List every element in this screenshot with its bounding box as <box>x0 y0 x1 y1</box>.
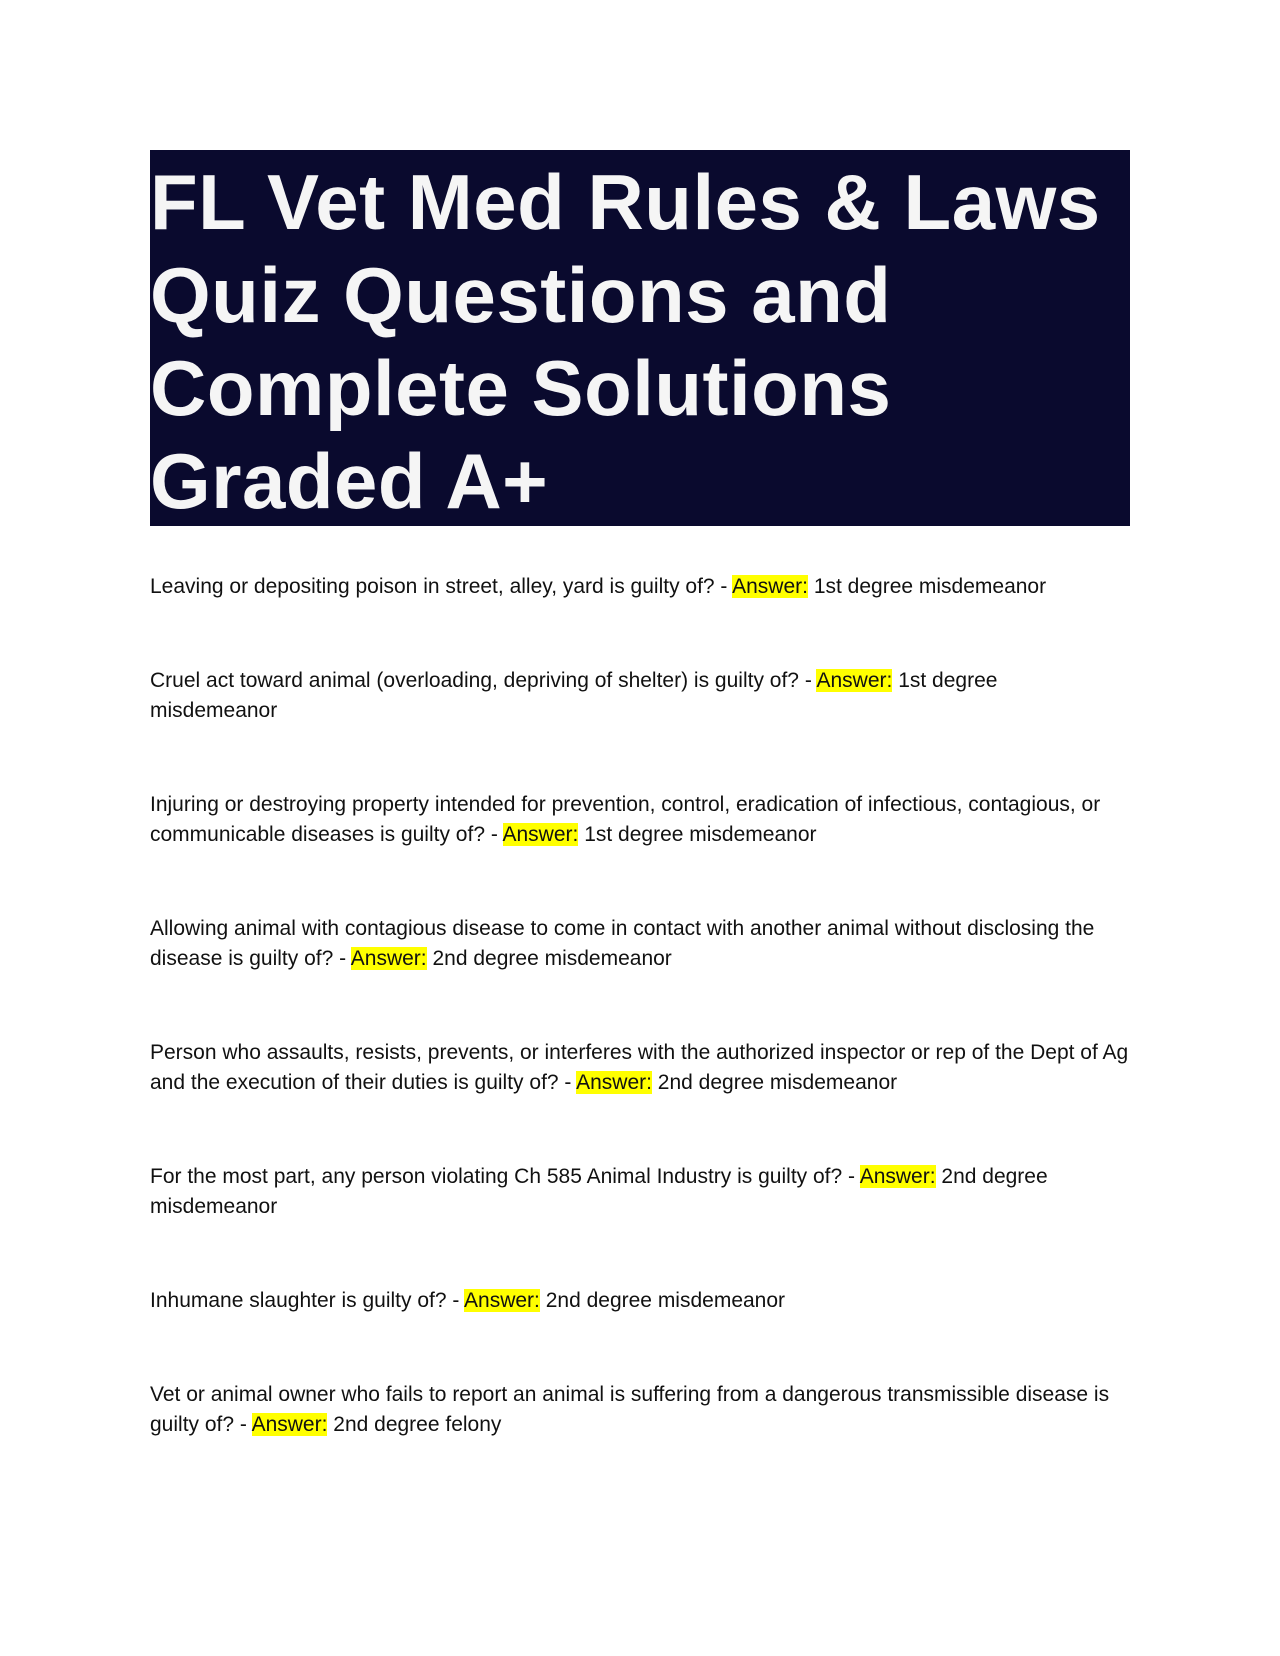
answer-label: Answer: <box>816 669 893 692</box>
question-text: Leaving or depositing poison in street, alley, yard is guilty of? - <box>150 575 733 598</box>
answer-text: 2nd degree felony <box>333 1413 502 1436</box>
question-text: Vet or animal owner who fails to report an animal is suffering from a dangerous transmissible disease is guilty of? - <box>150 1383 1110 1436</box>
document-page <box>150 150 1130 1440</box>
qa-item <box>150 572 1130 602</box>
answer-label: Answer: <box>732 575 808 598</box>
answer-text: 1st degree misdemeanor <box>813 575 1047 598</box>
question-text: Injuring or destroying property intended for prevention, control, eradication of infectious, contagious, or communicable diseases is guilty of? - <box>150 793 1101 846</box>
qa-item <box>150 790 1130 850</box>
question-text: Allowing animal with contagious disease to come in contact with another animal without disclosing the disease is guilty of? - <box>150 917 1095 970</box>
answer-text: 2nd degree misdemeanor <box>545 1289 786 1312</box>
answer-text: 2nd degree misdemeanor <box>432 947 672 970</box>
answer-label: Answer: <box>576 1071 652 1094</box>
qa-item <box>150 1286 1130 1316</box>
question-text: For the most part, any person violating Ch 585 Animal Industry is guilty of? - <box>150 1165 860 1188</box>
answer-text: 1st degree misdemeanor <box>150 669 998 722</box>
qa-item <box>150 1162 1130 1222</box>
answer-text: 2nd degree misdemeanor <box>657 1071 898 1094</box>
question-text: Cruel act toward animal (overloading, depriving of shelter) is guilty of? - <box>150 669 817 692</box>
answer-label: Answer: <box>859 1165 936 1188</box>
answer-label: Answer: <box>502 823 579 846</box>
title-banner <box>150 150 1130 526</box>
question-text: Inhumane slaughter is guilty of? - <box>150 1289 465 1312</box>
answer-label: Answer: <box>350 947 427 970</box>
qa-list <box>150 572 1130 1440</box>
qa-item <box>150 1380 1130 1440</box>
answer-label: Answer: <box>251 1413 328 1436</box>
document-title: FL Vet Med Rules & Laws Quiz Questions and Complete Solutions Graded A+ <box>150 158 1101 525</box>
qa-item <box>150 666 1130 726</box>
answer-text: 1st degree misdemeanor <box>584 823 817 846</box>
answer-label: Answer: <box>464 1289 540 1312</box>
answer-text: 2nd degree misdemeanor <box>150 1165 1048 1218</box>
qa-item <box>150 914 1130 974</box>
question-text: Person who assaults, resists, prevents, or interferes with the authorized inspector or rep of the Dept of Ag and the execution of their duties is guilty of? - <box>150 1041 1129 1094</box>
qa-item <box>150 1038 1130 1098</box>
